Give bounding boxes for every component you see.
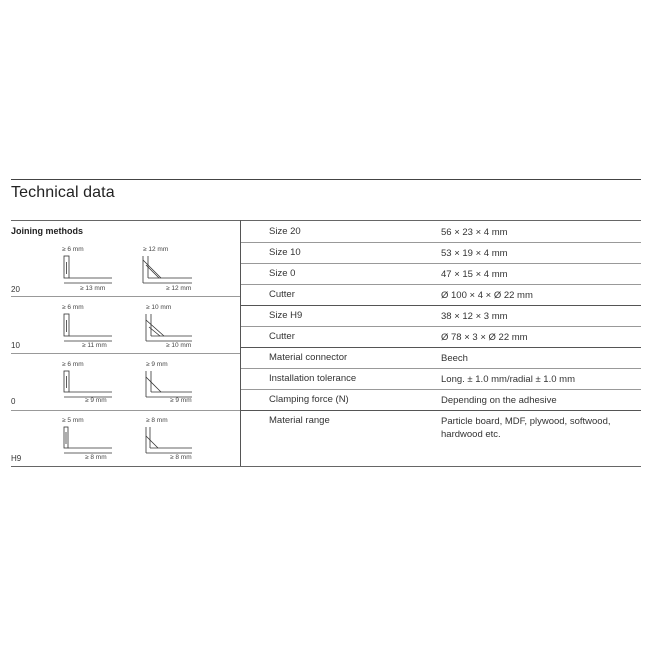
- dim-edge-bottom-h9: ≥ 8 mm: [85, 454, 107, 461]
- spec-row-cutter-h9: [241, 326, 641, 348]
- spec-row-size-10: [241, 242, 641, 264]
- dim-mitre-bottom-10: ≥ 10 mm: [166, 342, 192, 349]
- bottom-rule: [11, 466, 641, 467]
- spec-key: Installation tolerance: [269, 373, 357, 384]
- spec-key: Size H9: [269, 310, 303, 321]
- dim-edge-top-0: ≥ 6 mm: [62, 361, 84, 368]
- joint-diagram-edge-20: [64, 256, 112, 283]
- spec-value: Depending on the adhesive: [441, 395, 557, 406]
- spec-row-material-connector: [241, 347, 641, 369]
- joint-diagram-edge-0: [64, 371, 112, 397]
- spec-value: Ø 78 × 3 × Ø 22 mm: [441, 332, 528, 343]
- dim-mitre-top-10: ≥ 10 mm: [146, 304, 172, 311]
- joint-diagram-mitre-20: [143, 256, 192, 283]
- spec-key: Clamping force (N): [269, 394, 349, 405]
- joining-label-h9: H9: [11, 454, 22, 463]
- dim-mitre-top-0: ≥ 9 mm: [146, 361, 168, 368]
- spec-key: Size 0: [269, 268, 296, 279]
- spec-value: 56 × 23 × 4 mm: [441, 227, 508, 238]
- joint-diagram-edge-10: [64, 314, 112, 341]
- spec-row-size-h9: [241, 305, 641, 327]
- dim-edge-bottom-20: ≥ 13 mm: [80, 285, 106, 292]
- spec-row-size-0: [241, 263, 641, 285]
- spec-key: Cutter: [269, 289, 295, 300]
- dim-mitre-top-h9: ≥ 8 mm: [146, 417, 168, 424]
- joint-diagram-edge-h9: [64, 427, 112, 453]
- joining-row-divider: [11, 410, 240, 411]
- dim-mitre-top-20: ≥ 12 mm: [143, 246, 169, 253]
- spec-value: Beech: [441, 353, 468, 364]
- spec-row-material-range: [241, 410, 641, 466]
- joint-diagram-mitre-0: [146, 371, 192, 397]
- spec-key: Size 10: [269, 247, 301, 258]
- joining-methods-heading: Joining methods: [11, 226, 83, 236]
- joining-label-20: 20: [11, 285, 20, 294]
- dim-edge-top-h9: ≥ 5 mm: [62, 417, 84, 424]
- joining-row-divider: [11, 296, 240, 297]
- joint-diagram-mitre-h9: [146, 427, 192, 453]
- spec-value: 38 × 12 × 3 mm: [441, 311, 508, 322]
- dim-edge-bottom-0: ≥ 9 mm: [85, 397, 107, 404]
- dim-edge-top-20: ≥ 6 mm: [62, 246, 84, 253]
- spec-key: Size 20: [269, 226, 301, 237]
- spec-value: Long. ± 1.0 mm/radial ± 1.0 mm: [441, 374, 575, 385]
- spec-key: Cutter: [269, 331, 295, 342]
- spec-key: Material connector: [269, 352, 348, 363]
- dim-mitre-bottom-h9: ≥ 8 mm: [170, 454, 192, 461]
- spec-row-clamping-force: [241, 389, 641, 411]
- spec-key: Material range: [269, 415, 330, 426]
- spec-value: 53 × 19 × 4 mm: [441, 248, 508, 259]
- joint-diagram-mitre-10: [146, 314, 192, 341]
- page-title: Technical data: [11, 184, 115, 201]
- joining-diagrams: [0, 0, 241, 470]
- spec-value: Particle board, MDF, plywood, softwood, hardwood etc.: [441, 416, 611, 440]
- dim-mitre-bottom-20: ≥ 12 mm: [166, 285, 192, 292]
- spec-row-size-20: [241, 221, 641, 243]
- joining-label-10: 10: [11, 341, 20, 350]
- joining-label-0: 0: [11, 397, 16, 406]
- spec-value: 47 × 15 × 4 mm: [441, 269, 508, 280]
- spec-value: Ø 100 × 4 × Ø 22 mm: [441, 290, 533, 301]
- dim-edge-top-10: ≥ 6 mm: [62, 304, 84, 311]
- joining-row-divider: [11, 353, 240, 354]
- dim-mitre-bottom-0: ≥ 9 mm: [170, 397, 192, 404]
- spec-row-installation-tolerance: [241, 368, 641, 390]
- spec-row-cutter: [241, 284, 641, 306]
- dim-edge-bottom-10: ≥ 11 mm: [82, 342, 107, 349]
